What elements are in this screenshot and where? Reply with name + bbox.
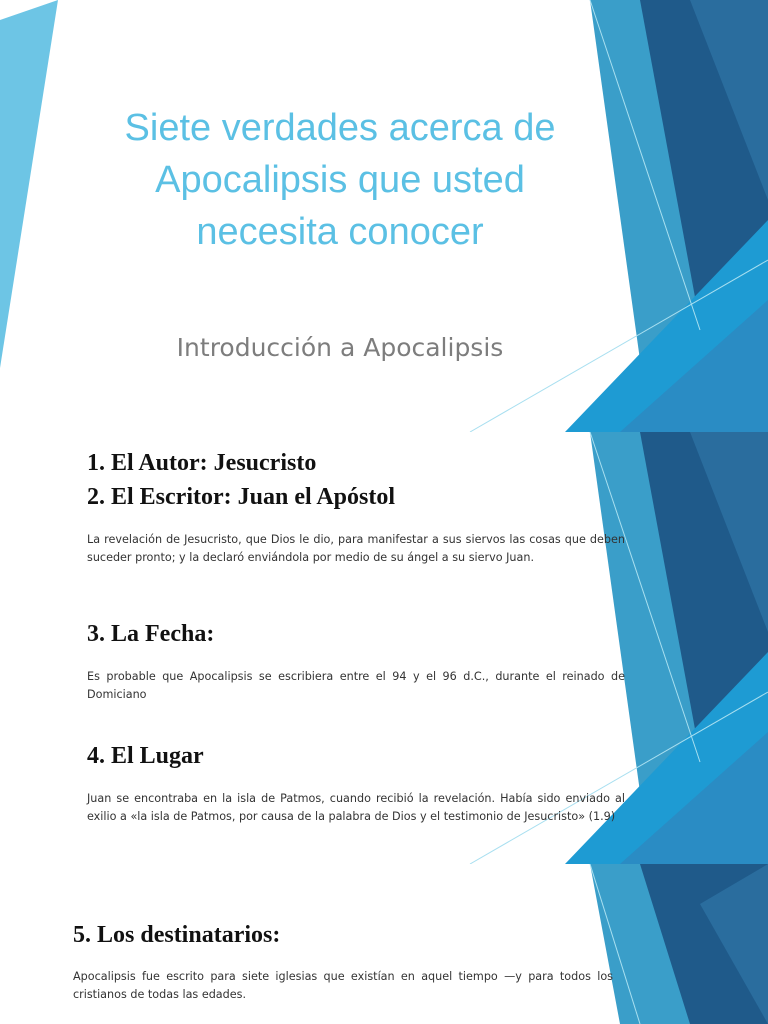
heading-writer: 2. El Escritor: Juan el Apóstol (87, 484, 396, 510)
slide-recipients (0, 864, 768, 1024)
paragraph-date: Es probable que Apocalipsis se escribiera entre el 94 y el 96 d.C., durante el reinado de Domiciano (87, 670, 625, 701)
slide-title (0, 0, 768, 432)
paragraph-author: La revelación de Jesucristo, que Dios le dio, para manifestar a sus siervos las cosas que deben suceder pronto; y la declaró enviándola por medio de su ángel a su siervo Juan. (87, 533, 625, 564)
slide-subtitle: Introducción a Apocalipsis (176, 333, 504, 362)
heading-place: 4. El Lugar (87, 743, 204, 769)
slide-author (0, 432, 768, 864)
slide-title-heading: Siete verdades acerca de Apocalipsis que usted necesita conocer (124, 107, 556, 253)
paragraph-place: Juan se encontraba en la isla de Patmos, cuando recibió la revelación. Había sido enviado al exilio a «la isla de Patmos, por causa de la palabra de Dios y el testimonio de Jesucristo» (1.9) (87, 792, 625, 823)
heading-date: 3. La Fecha: (87, 621, 215, 647)
heading-author: 1. El Autor: Jesucristo (87, 450, 317, 476)
paragraph-recipients: Apocalipsis fue escrito para siete iglesias que existían en aquel tiempo —y para todos los cristianos de todas las edades. (73, 970, 613, 1001)
heading-recipients: 5. Los destinatarios: (73, 922, 281, 948)
